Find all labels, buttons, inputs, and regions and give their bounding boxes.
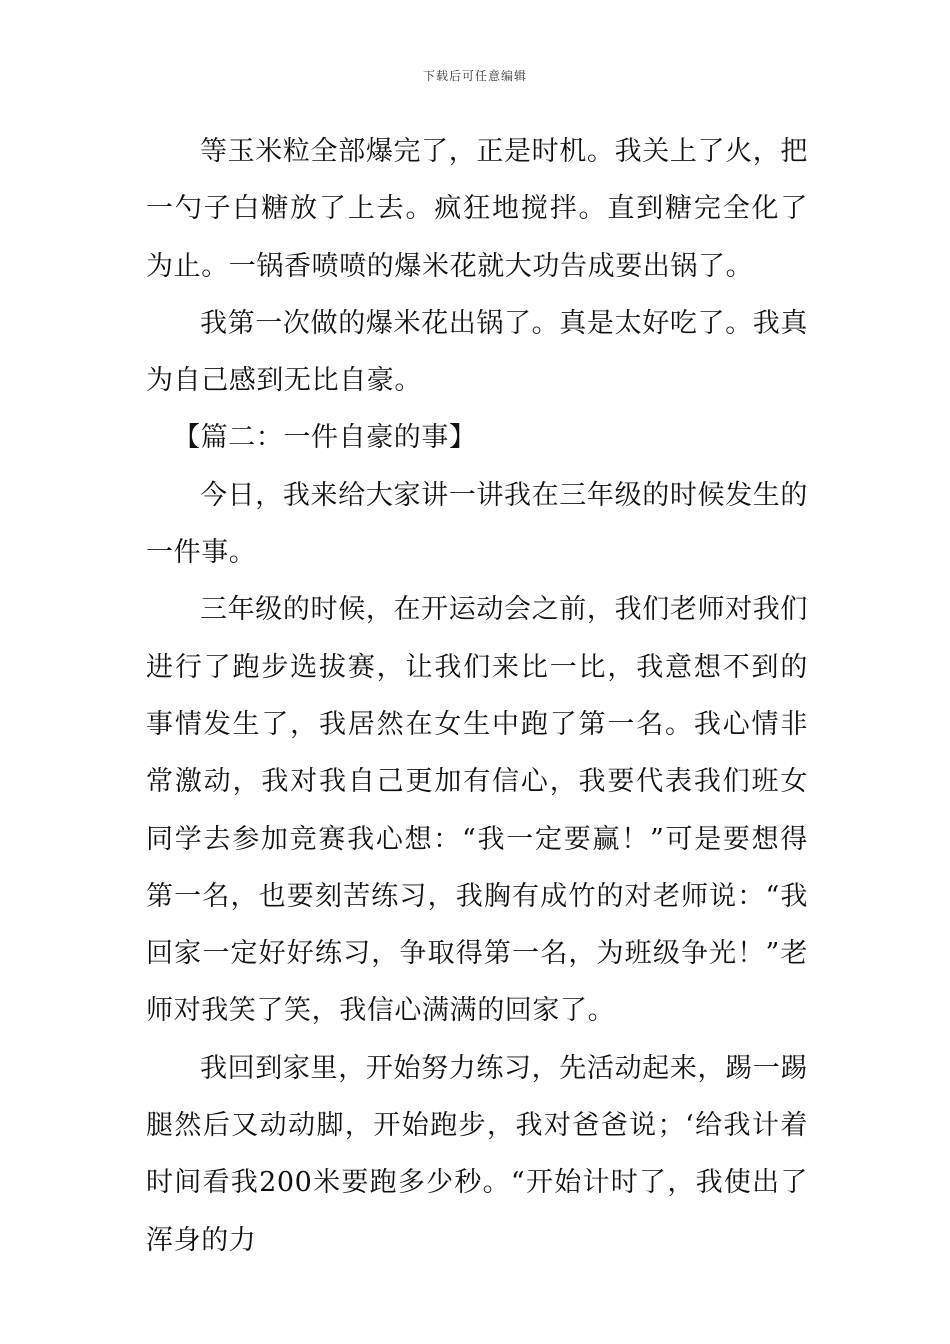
paragraph-intro: 今日，我来给大家讲一讲我在三年级的时候发生的一件事。	[146, 479, 808, 569]
section-heading: 【篇二：一件自豪的事】	[173, 422, 477, 454]
header-note: 下载后可任意编辑	[422, 69, 527, 83]
document-body	[146, 123, 808, 1269]
paragraph-popcorn-finish: 等玉米粒全部爆完了，正是时机。我关上了火，把一勺子白糖放了上去。疯狂地搅拌。直到糖完全化了为止。一锅香喷喷的爆米花就大功告成要出锅了。	[146, 136, 808, 282]
paragraph-practice: 我回到家里，开始努力练习，先活动起来，踢一踢腿然后又动动脚，开始跑步，我对爸爸说；‘给我计着时间看我200米要跑多少秒。“开始计时了，我使出了浑身的力	[146, 1052, 808, 1256]
paragraph-race-selection: 三年级的时候，在开运动会之前，我们老师对我们进行了跑步选拔赛，让我们来比一比，我意想不到的事情发生了，我居然在女生中跑了第一名。我心情非常激动，我对我自己更加有信心，我要代表我们班女同学去参加竞赛我心想：“我一定要赢！”可是要想得第一名，也要刻苦练习，我胸有成竹的对老师说：“我回家一定好好练习，争取得第一名，为班级争光！”老师对我笑了笑，我信心满满的回家了。	[146, 594, 808, 1027]
paragraph-popcorn-pride: 我第一次做的爆米花出锅了。真是太好吃了。我真为自己感到无比自豪。	[146, 307, 808, 397]
